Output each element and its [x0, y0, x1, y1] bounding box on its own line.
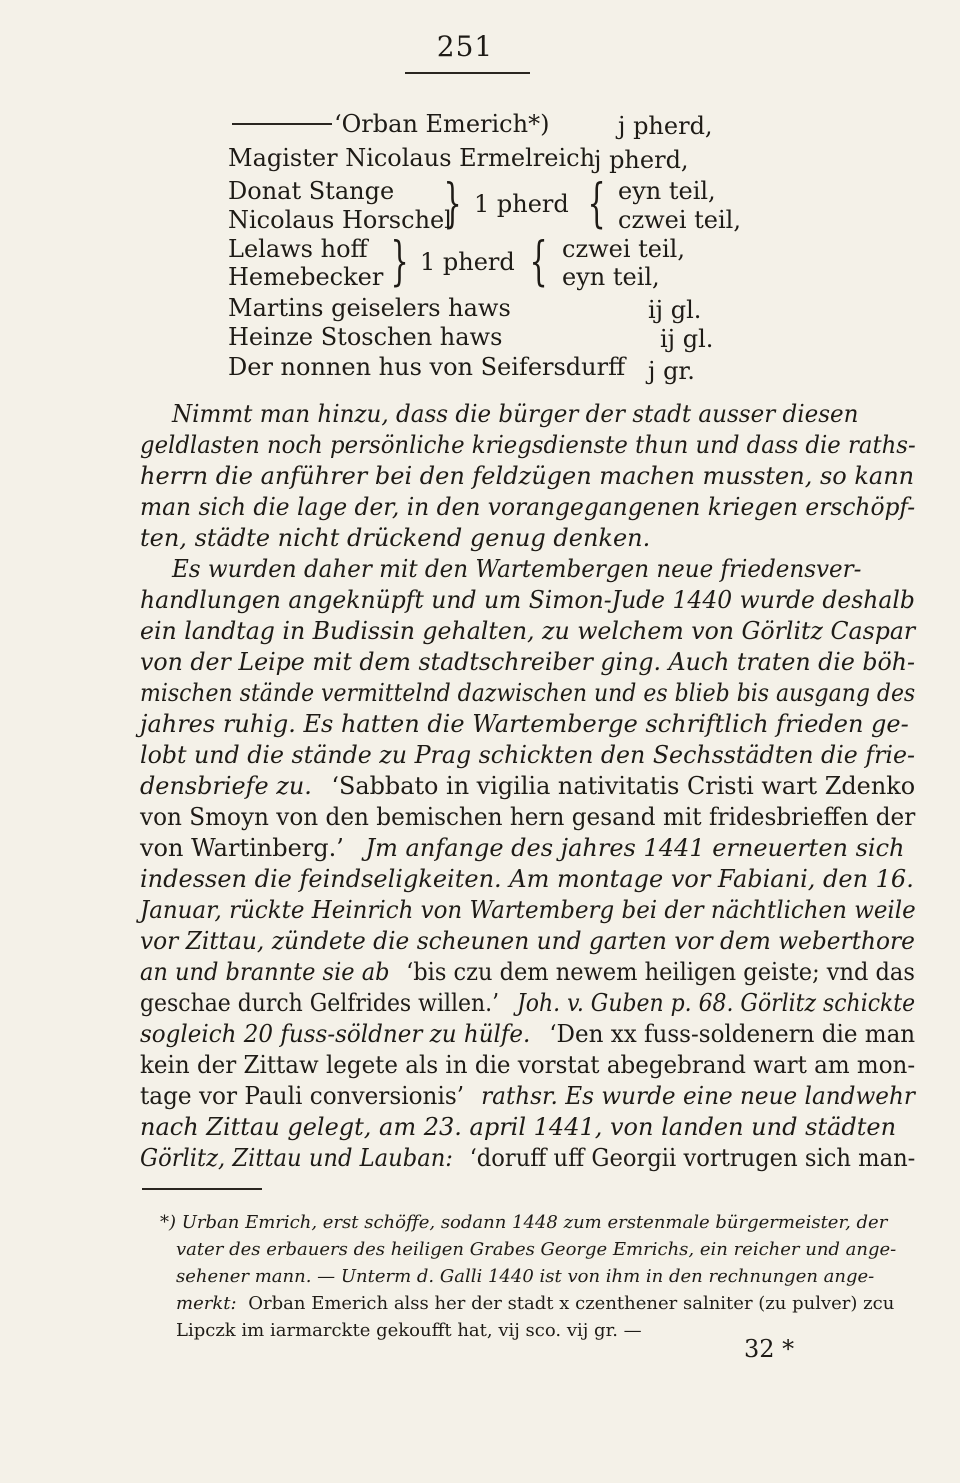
footnote-line: vater des erbauers des heiligen Grabes George Emrichs, ein reicher und ange- [176, 1239, 897, 1260]
body-line: von Smoyn von den bemischen hern gesand mit fridesbrieffen der [140, 803, 916, 831]
ledger-value: j gr. [648, 357, 695, 385]
quoted-source: geschae durch Gelfrides willen.’ [140, 989, 500, 1017]
ledger-value: j pherd, [594, 146, 689, 174]
quoted-source: ‘Den xx fuss-soldenern die man [549, 1020, 916, 1048]
body-line: Es wurden daher mit den Wartembergen neue friedensver- [172, 555, 862, 583]
body-line: nach Zittau gelegt, am 23. april 1441, von landen und städten [140, 1113, 897, 1141]
body-line [140, 833, 915, 864]
right-brace: } [443, 174, 462, 234]
footnote-line: sehener mann. — Unterm d. Galli 1440 ist von ihm in den rechnungen ange- [176, 1266, 875, 1287]
body-line: geldlasten noch persönliche kriegsdienste thun und dass die raths- [140, 431, 916, 459]
ledger-leader-dash [232, 123, 332, 125]
right-brace: } [390, 232, 409, 292]
body-line [140, 1081, 915, 1112]
body-line-part: sogleich 20 fuss-söldner zu hülfe. [140, 1020, 531, 1048]
footnote-line [176, 1293, 894, 1315]
ledger-value: j pherd, [618, 112, 713, 140]
body-line-part: densbriefe zu. [140, 772, 312, 800]
ledger-group-share: 1 pherd [474, 190, 569, 218]
signature-mark: 32 * [744, 1335, 795, 1363]
body-line [140, 1143, 916, 1174]
footnote-line: Lipczk im iarmarckte gekoufft hat, vij sco. vij gr. — [176, 1320, 642, 1341]
ledger-name: Der nonnen hus von Seifersdurff [228, 353, 626, 381]
footnote-line: *) Urban Emrich, erst schöffe, sodann 1448 zum erstenmale bürgermeister, der [160, 1212, 888, 1233]
ledger-name: Magister Nicolaus Ermelreich [228, 144, 596, 172]
body-line: vor Zittau, zündete die scheunen und garten vor dem weberthore [140, 927, 915, 955]
body-line [140, 771, 916, 802]
ledger-value: ij gl. [660, 325, 714, 353]
quoted-source: ‘bis czu dem newem heiligen geiste; vnd das [406, 958, 915, 986]
body-line [140, 957, 915, 988]
ledger-name: Martins geiselers haws [228, 294, 511, 322]
body-line: kein der Zittaw legete als in die vorstat abegebrand wart am mon- [140, 1051, 916, 1079]
ledger-value: ij gl. [648, 296, 702, 324]
ledger-value: czwei teil, [562, 235, 685, 263]
body-line-part: Jm anfange des jahres 1441 erneuerten sich [365, 834, 905, 862]
left-brace: { [529, 232, 548, 292]
ledger-name: Donat Stange [228, 177, 395, 205]
body-line: lobt und die stände zu Prag schickten den Sechsstädten die frie- [140, 741, 916, 769]
body-line: Januar, rückte Heinrich von Wartemberg bei der nächtlichen weile [140, 896, 916, 924]
left-brace: { [587, 174, 606, 234]
body-line: ten, städte nicht drückend genug denken. [140, 524, 651, 552]
ledger-name: Nicolaus Horschel [228, 206, 452, 234]
quoted-source: tage vor Pauli conversionis’ [140, 1082, 465, 1110]
quoted-source: ‘doruff uff Georgii vortrugen sich man- [469, 1144, 916, 1172]
body-line: mischen stände vermittelnd dazwischen und es blieb bis ausgang des [140, 679, 916, 707]
body-line: ein landtag in Budissin gehalten, zu welchem von Görlitz Caspar [140, 617, 916, 645]
ledger-group-share: 1 pherd [420, 248, 515, 276]
page-number: 251 [436, 30, 494, 63]
ledger-name: Heinze Stoschen haws [228, 323, 503, 351]
body-line: Nimmt man hinzu, dass die bürger der stadt ausser diesen [172, 400, 859, 428]
footnote-rule [142, 1188, 262, 1190]
header-rule [405, 72, 530, 74]
body-line [140, 988, 916, 1019]
body-line: indessen die feindseligkeiten. Am montage vor Fabiani, den 16. [140, 865, 914, 893]
footnote-part: merkt: [176, 1293, 237, 1314]
ledger-value: eyn teil, [562, 263, 660, 291]
ledger-name: Hemebecker [228, 263, 384, 291]
ledger-name: Lelaws hoff [228, 235, 368, 263]
quoted-source: von Wartinberg.’ [140, 834, 344, 862]
ledger-value: eyn teil, [618, 177, 716, 205]
body-line: man sich die lage der, in den vorangegangenen kriegen erschöpf- [140, 493, 916, 521]
ledger-name: ‘Orban Emerich*) [334, 110, 550, 138]
quoted-source: ‘Sabbato in vigilia nativitatis Cristi wart Zdenko [331, 772, 916, 800]
ledger-value: czwei teil, [618, 206, 741, 234]
body-line-part: rathsr. Es wurde eine neue landwehr [481, 1082, 915, 1110]
footnote-quote: Orban Emerich alss her der stadt x czenthener salniter (zu pulver) zcu [248, 1293, 895, 1314]
body-line: von der Leipe mit dem stadtschreiber ging. Auch traten die böh- [140, 648, 915, 676]
body-line: jahres ruhig. Es hatten die Wartemberge schriftlich frieden ge- [140, 710, 909, 738]
body-line-part: Görlitz, Zittau und Lauban: [140, 1144, 453, 1172]
body-line [140, 1019, 916, 1050]
body-line: handlungen angeknüpft und um Simon-Jude 1440 wurde deshalb [140, 586, 915, 614]
body-line-part: Joh. v. Guben p. 68. Görlitz schickte [516, 989, 916, 1017]
body-line: herrn die anführer bei den feldzügen machen mussten, so kann [140, 462, 915, 490]
body-line-part: an und brannte sie ab [140, 958, 390, 986]
